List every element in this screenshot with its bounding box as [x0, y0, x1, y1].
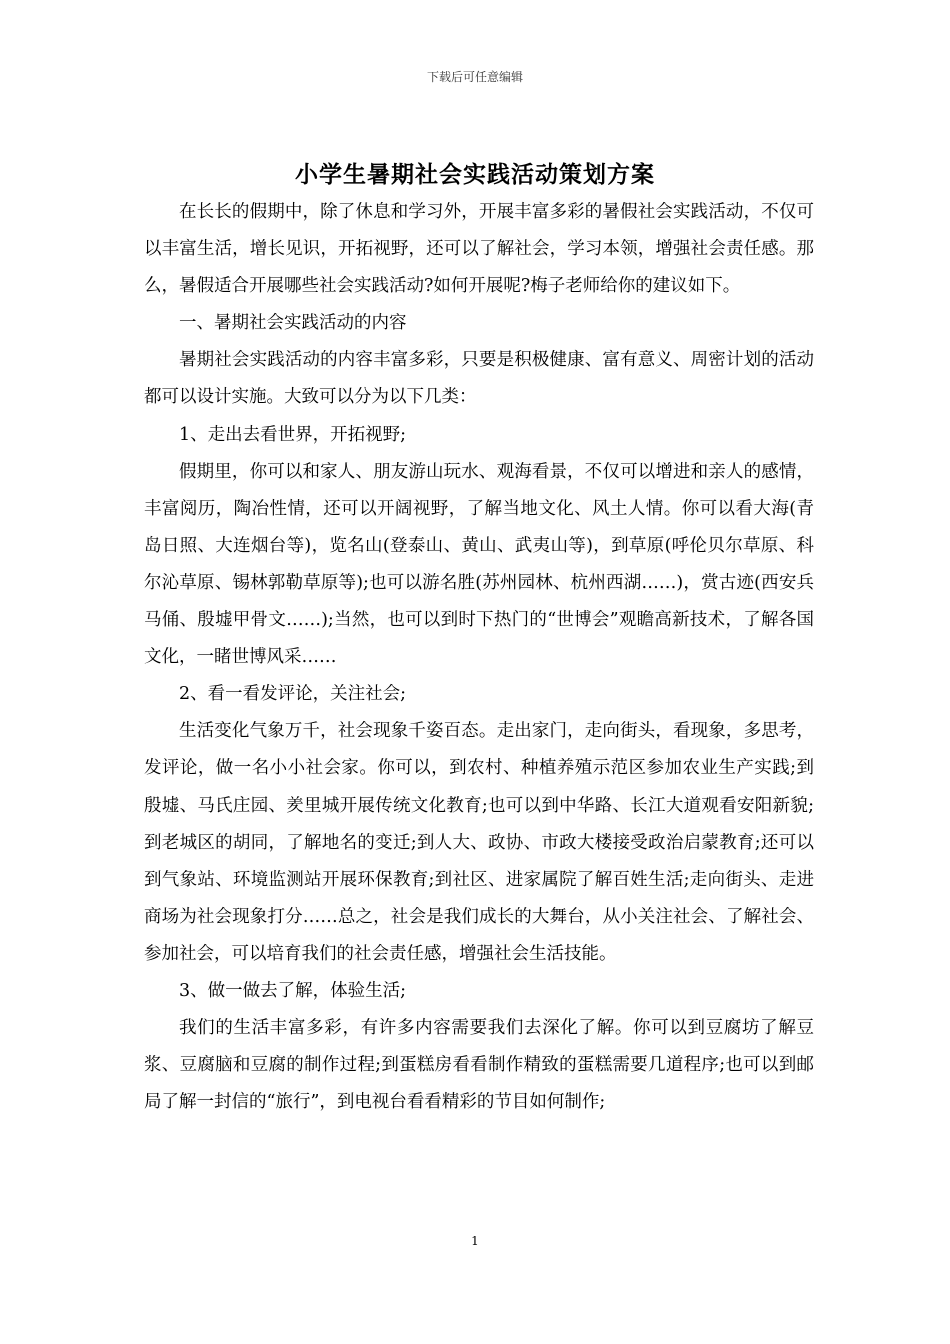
paragraph: 暑期社会实践活动的内容丰富多彩，只要是积极健康、富有意义、周密计划的活动都可以设计实施。大致可以分为以下几类： — [144, 350, 814, 408]
document-title: 小学生暑期社会实践活动策划方案 — [295, 161, 655, 188]
subheading-1: 1、走出去看世界，开拓视野; — [179, 424, 407, 445]
subheading-3: 3、做一做去了解，体验生活; — [179, 980, 407, 1001]
paragraph: 我们的生活丰富多彩，有许多内容需要我们去深化了解。你可以到豆腐坊了解豆浆、豆腐脑和豆腐的制作过程;到蛋糕房看看制作精致的蛋糕需要几道程序;也可以到邮局了解一封信的“旅行”，到电视台看看精彩的节目如何制作; — [144, 1018, 814, 1113]
paragraph-intro: 在长长的假期中，除了休息和学习外，开展丰富多彩的暑假社会实践活动，不仅可以丰富生活，增长见识，开拓视野，还可以了解社会，学习本领，增强社会责任感。那么，暑假适合开展哪些社会实践活动?如何开展呢?梅子老师给你的建议如下。 — [144, 202, 814, 297]
page-number: 1 — [471, 1234, 479, 1248]
page-header: 下载后可任意编辑 — [426, 70, 523, 84]
section-heading-1: 一、暑期社会实践活动的内容 — [179, 313, 407, 334]
document-body — [144, 194, 814, 1121]
paragraph: 假期里，你可以和家人、朋友游山玩水、观海看景，不仅可以增进和亲人的感情，丰富阅历，陶冶性情，还可以开阔视野，了解当地文化、风土人情。你可以看大海(青岛日照、大连烟台等)，览名山(登泰山、黄山、武夷山等)，到草原(呼伦贝尔草原、科尔沁草原、锡林郭勒草原等);也可以游名胜(苏州园林、杭州西湖……)，赏古迹(西安兵马俑、殷墟甲骨文……);当然，也可以到时下热门的“世博会”观瞻高新技术，了解各国文化，一睹世博风采…… — [144, 461, 814, 668]
subheading-2: 2、看一看发评论，关注社会; — [179, 684, 407, 705]
paragraph: 生活变化气象万千，社会现象千姿百态。走出家门，走向街头，看现象，多思考，发评论，做一名小小社会家。你可以，到农村、种植养殖示范区参加农业生产实践;到殷墟、马氏庄园、羑里城开展传统文化教育;也可以到中华路、长江大道观看安阳新貌;到老城区的胡同，了解地名的变迁;到人大、政协、市政大楼接受政治启蒙教育;还可以到气象站、环境监测站开展环保教育;到社区、进家属院了解百姓生活;走向街头、走进商场为社会现象打分……总之，社会是我们成长的大舞台，从小关注社会、了解社会、参加社会，可以培育我们的社会责任感，增强社会生活技能。 — [144, 721, 814, 964]
